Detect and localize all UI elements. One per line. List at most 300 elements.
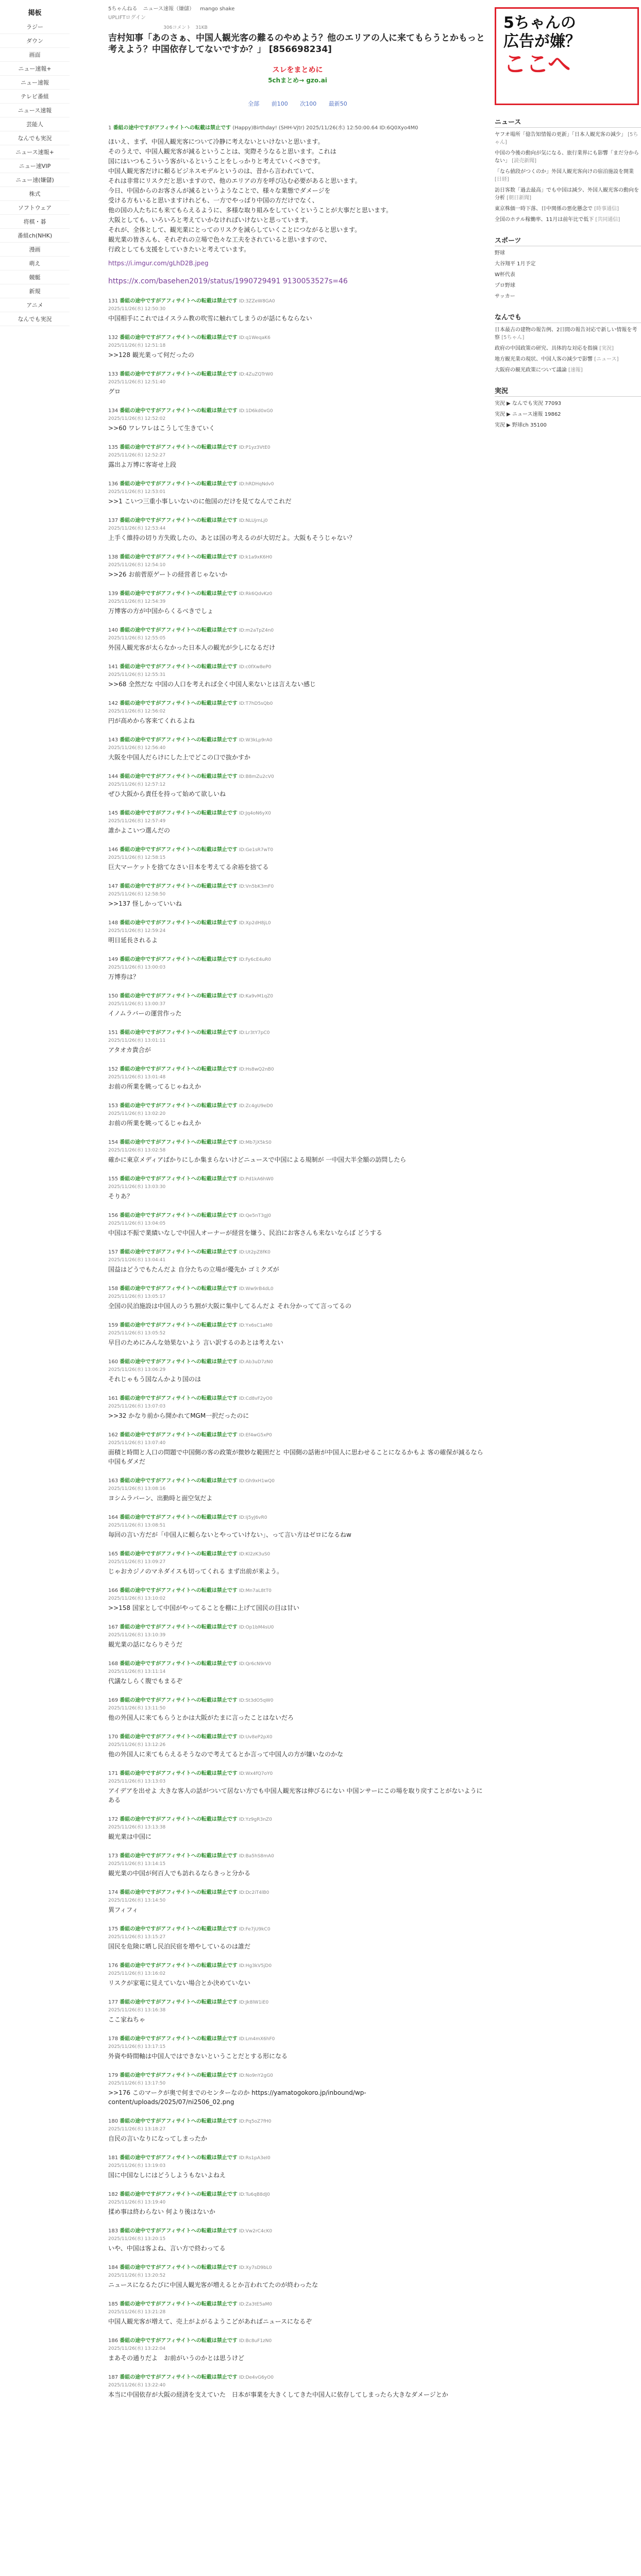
response-id[interactable]: ID:k1a9xK6H0 [239,555,273,560]
response-number[interactable]: 153 [108,1103,119,1109]
response-number[interactable]: 156 [108,1213,119,1218]
response-date: 2025/11/26(水) 12:57:12 [108,782,166,787]
post-paragraph: 他の国の人たちにも来てもらえるように、多様な取り組みをしていくということが大事だと思います。 [108,207,393,214]
response-id[interactable]: ID:W3kLp9rA0 [239,738,273,743]
response-header [108,2301,487,2308]
sidebar-item[interactable]: ニュー速(嫌儲) [0,173,70,187]
response-id[interactable]: ID:q1WeqaK6 [239,335,271,341]
response-date: 2025/11/26(水) 13:15:27 [108,1935,166,1940]
response-id[interactable]: ID:Vw2rC4cK0 [239,2229,273,2234]
section-title: スポーツ [495,235,641,246]
response-id[interactable]: ID:m2aTpZ4n0 [239,628,274,633]
response-author: 番組の途中ですがアフィサイトへの転載は禁止です [120,591,238,597]
pagination-links [108,99,487,108]
response-id[interactable]: ID:4ZuZQTrW0 [239,372,273,377]
response-id[interactable]: ID:NLUjrnLj0 [239,518,268,523]
sidebar-item[interactable]: なんでも実況 [0,312,70,326]
response-author: 番組の途中ですがアフィサイトへの転載は禁止です [120,1551,238,1557]
response-id[interactable]: ID:Ka9vM1qZ0 [239,994,273,999]
response-id[interactable]: ID:Hg3kV5jD0 [239,1963,272,1969]
response-number[interactable]: 134 [108,408,119,414]
response-id[interactable]: ID:Qe5nT3gJ0 [239,1213,271,1218]
sidebar-item[interactable]: 漫画 [0,243,70,257]
response-header [108,371,487,378]
response-id[interactable]: ID:No9nY2gG0 [239,2073,273,2078]
response-author: 番組の途中ですがアフィサイトへの転載は禁止です [120,1140,238,1145]
section-link[interactable] [495,400,641,408]
response-id[interactable]: ID:Qr6cN9rV0 [239,1662,272,1667]
response-number[interactable]: 136 [108,481,119,487]
response-header [108,1587,487,1595]
response-date: 2025/11/26(水) 12:56:40 [108,745,166,751]
response-number[interactable]: 137 [108,518,119,523]
section-link[interactable] [495,326,641,342]
ad-banner[interactable] [495,7,639,105]
response-number[interactable]: 171 [108,1771,119,1776]
response-id[interactable]: ID:Xp2dH8jL0 [239,921,271,926]
response-id[interactable]: ID:Lm4mX6hF0 [239,2037,275,2042]
response-number[interactable]: 154 [108,1140,119,1145]
response-id[interactable]: ID:Pd1kA6hW0 [239,1177,274,1182]
response-id[interactable]: ID:De4vG6yO0 [239,2375,274,2380]
response-id[interactable]: ID:Dc2iT4lB0 [239,1890,269,1895]
response-number[interactable]: 180 [108,2119,119,2124]
response-header [108,883,487,890]
response-id[interactable]: ID:Rk6QdvKz0 [239,591,273,597]
response-number[interactable]: 150 [108,993,119,999]
response-id[interactable]: ID:c0fXw8eP0 [239,665,272,670]
response-header [108,846,487,854]
response-date: 2025/11/26(水) 13:14:15 [108,1861,166,1867]
response-number[interactable]: 132 [108,335,119,341]
response-number[interactable]: 147 [108,884,119,889]
response-number[interactable]: 142 [108,701,119,706]
section-link[interactable] [495,131,641,146]
sidebar-item[interactable]: ニュー速VIP [0,159,70,173]
section-link[interactable] [495,187,641,202]
section-link-text: 訪日客数「過去最高」でも中国は減少、外国人観光客の動向を分析 [495,188,639,201]
response-date: 2025/11/26(水) 13:02:58 [108,1148,166,1153]
response-id[interactable]: ID:Ww9rB4dL0 [239,1286,274,1292]
response-header [108,2228,487,2235]
response-id[interactable]: ID:Jq4oN6yX0 [239,811,271,816]
response-id[interactable]: ID:Kl2zK3uS0 [239,1552,271,1557]
response-item [108,554,487,579]
breadcrumb-item-0[interactable]: 5ちゃんねる [108,6,138,12]
sidebar-item[interactable]: アニメ [0,298,70,312]
sidebar-item[interactable]: 将棋・碁 [0,215,70,229]
response-id[interactable]: ID:Ge1sR7wT0 [239,848,274,853]
section-link-source: [共同通信] [595,217,620,223]
response-number[interactable]: 172 [108,1817,119,1822]
response-id[interactable]: ID:Wx4fQ7oY0 [239,1771,273,1776]
response-id[interactable]: ID:Pq5oZ7fH0 [239,2119,272,2124]
response-item [108,1432,487,1466]
sidebar-heading: 掲板 [28,9,42,17]
response-header [108,920,487,927]
response-author: 番組の途中ですがアフィサイトへの転載は禁止です [120,847,238,853]
response-body: 国民を危険に晒し民泊民宿を増やしているのは誰だ [108,1943,251,1950]
response-item [108,444,487,469]
response-number[interactable]: 146 [108,847,119,853]
breadcrumb-item-2[interactable]: mango shake [200,6,235,12]
section-link[interactable] [495,271,641,279]
section-link-text: サッカー [495,294,515,299]
response-author: 番組の途中ですがアフィサイトへの転載は禁止です [120,371,238,377]
response-number[interactable]: 177 [108,1999,119,2005]
response-header [108,408,487,415]
response-date: 2025/11/26(水) 12:54:39 [108,599,166,604]
section-link-source: [5ちゃん] [501,335,525,341]
section-link[interactable] [495,216,641,224]
response-date: 2025/11/26(水) 13:22:04 [108,2346,166,2351]
response-id[interactable]: ID:Za3tE5aM0 [239,2302,272,2307]
post-image-link[interactable]: https://i.imgur.com/gLhD2B.jpeg [108,260,209,267]
response-author: 番組の途中ですがアフィサイトへの転載は禁止です [120,2265,238,2270]
response-id[interactable]: ID:Fe7jU9kC0 [239,1927,271,1932]
response-id[interactable]: ID:Op1bM4sU0 [239,1625,274,1630]
page-link-prev[interactable]: 前100 [271,100,288,107]
summary-banner[interactable] [236,64,360,95]
response-id[interactable]: ID:Yz9gR3nZ0 [239,1817,272,1822]
response-number[interactable]: 178 [108,2036,119,2042]
response-body: 観光業の話にならりそうだ [108,1641,183,1648]
page-link-next[interactable]: 次100 [300,100,317,107]
response-id[interactable]: ID:Ef4wG5xP0 [239,1433,272,1438]
response-number[interactable]: 152 [108,1066,119,1072]
response-header [108,1066,487,1073]
response-author: 番組の途中ですがアフィサイトへの転載は禁止です [120,1103,238,1109]
response-number[interactable]: 183 [108,2228,119,2234]
sidebar-item[interactable]: ニュー速報 [0,76,70,90]
post-paragraph: 行政としても支援をしていきたいと考えています。 [108,246,250,253]
section-link[interactable] [495,411,641,418]
response-id[interactable]: ID:Ba5hS8mA0 [239,1854,274,1859]
sidebar-item[interactable]: ラジー [0,20,70,34]
response-number[interactable]: 165 [108,1551,119,1557]
response-id[interactable]: ID:Xy7sD9bL0 [239,2265,272,2270]
section-link[interactable] [495,355,641,363]
response-number[interactable]: 167 [108,1624,119,1630]
response-number[interactable]: 141 [108,664,119,670]
response-number[interactable]: 140 [108,628,119,633]
response-body: グロ [108,388,121,395]
response-number[interactable]: 185 [108,2301,119,2307]
response-author: 番組の途中ですがアフィサイトへの転載は禁止です [120,993,238,999]
sidebar-item[interactable]: なんでも実況 [0,131,70,145]
response-date: 2025/11/26(水) 13:03:30 [108,1184,166,1190]
response-number[interactable]: 184 [108,2265,119,2270]
response-header [108,810,487,817]
response-author: 番組の途中ですがアフィサイトへの転載は禁止です [120,1249,238,1255]
response-header [108,1514,487,1521]
response-item [108,1962,487,1988]
breadcrumb-item-1[interactable]: ニュース速報（嫌儲） [143,6,195,12]
section-link-text: 「なら値段がつくのか」外国人観光客向けの宿泊施設を開業 [495,169,634,175]
response-body: イノムラバーの運営作った [108,1010,182,1017]
section-link-source: [日経] [495,177,509,182]
response-date: 2025/11/26(水) 13:19:03 [108,2163,166,2168]
response-item [108,298,487,323]
section-link[interactable] [495,421,641,429]
response-number[interactable]: 186 [108,2338,119,2344]
response-id[interactable]: ID:T7hD5sQb0 [239,701,273,706]
response-item [108,481,487,506]
response-item [108,773,487,799]
response-id[interactable]: ID:Hs8wQ2nB0 [239,1067,274,1072]
response-body: >>128 観光業って何だったの [108,351,194,359]
response-author: 番組の途中ですがアフィサイトへの転載は禁止です [120,335,238,341]
section-link[interactable] [495,205,641,213]
response-date: 2025/11/26(水) 13:10:39 [108,1633,166,1638]
sidebar-item[interactable]: 新規 [0,284,70,298]
response-number[interactable]: 145 [108,810,119,816]
section-link-source: [時事通信] [594,206,619,212]
section-link[interactable] [495,345,641,352]
page-link-all[interactable]: 全部 [248,100,260,107]
response-number[interactable]: 187 [108,2375,119,2380]
response-author: 番組の途中ですがアフィサイトへの転載は禁止です [120,1396,238,1401]
response-author: 番組の途中ですがアフィサイトへの転載は禁止です [120,774,238,779]
response-item [108,1066,487,1091]
response-number[interactable]: 155 [108,1176,119,1182]
response-body: >>60 ワレワレはこうして生きていく [108,425,215,432]
response-id[interactable]: ID:Uv8eP2pX0 [239,1735,273,1740]
response-number[interactable]: 168 [108,1661,119,1667]
response-id[interactable]: ID:Jk8lW1iE0 [239,2000,269,2005]
post-source-link[interactable]: https://x.com/basehen2019/status/1990729491 9130053527s=46 [108,277,348,285]
response-id[interactable]: ID:Yx6sC1aM0 [239,1323,273,1328]
response-header [108,1285,487,1293]
response-date: 2025/11/26(水) 12:56:02 [108,709,166,714]
response-id[interactable]: ID:Rs1pA3eI0 [239,2156,271,2161]
response-author: 番組の途中ですがアフィサイトへの転載は禁止です [120,1030,238,1036]
response-item [108,993,487,1018]
sidebar-item[interactable]: 番組ch(NHK) [0,229,70,243]
response-number[interactable]: 170 [108,1734,119,1740]
sidebar-item[interactable]: テレビ番組 [0,90,70,104]
response-number[interactable]: 131 [108,298,119,304]
response-id[interactable]: ID:Bc8uF1zN0 [239,2338,272,2344]
response-number[interactable]: 138 [108,554,119,560]
response-header [108,1889,487,1896]
response-id[interactable]: ID:Ij5yJ6vR0 [239,1515,267,1520]
response-body: 国に中国なしにはどうしようもないよねえ [108,2172,226,2179]
response-number[interactable]: 174 [108,1890,119,1895]
response-header [108,1103,487,1110]
response-id[interactable]: ID:Mn7aL8tT0 [239,1588,272,1594]
response-body: >>176 このマークが奥で何までのセンターなのか https://yamatogokoro.jp/inbound/wp-content/uploads/2025/07/ni2506_02.png [108,2089,366,2106]
response-date: 2025/11/26(水) 13:00:37 [108,1002,166,1007]
response-number[interactable]: 139 [108,591,119,597]
response-number[interactable]: 151 [108,1030,119,1036]
response-body: 誰かよこいつ選んだの [108,827,171,834]
section-link[interactable] [495,293,641,300]
response-body: じゃおカジノのマネダイスも切ってくれる まず出前が来よう。 [108,1568,283,1575]
response-header [108,1395,487,1402]
response-author: 番組の途中ですがアフィサイトへの転載は禁止です [120,1588,238,1594]
response-number[interactable]: 176 [108,1963,119,1969]
response-number[interactable]: 148 [108,920,119,926]
response-number[interactable]: 179 [108,2073,119,2078]
response-number[interactable]: 162 [108,1432,119,1438]
response-header [108,2155,487,2162]
section-link[interactable] [495,168,641,183]
sidebar-item[interactable]: 萌え [0,257,70,270]
section-link[interactable] [495,149,641,165]
sidebar-item[interactable]: ニュー速報+ [0,62,70,76]
response-number[interactable]: 159 [108,1323,119,1328]
sidebar-item[interactable]: 芸能人 [0,117,70,131]
response-date: 2025/11/26(水) 13:12:26 [108,1742,166,1748]
section-link[interactable] [495,366,641,374]
response-date: 2025/11/26(水) 13:04:05 [108,1221,166,1226]
response-body: 全国の民泊施設は中国人のうち割が大阪に集中してるんだよ それ分かってて言ってるの [108,1302,351,1310]
response-date: 2025/11/26(水) 13:05:17 [108,1294,166,1299]
sidebar-item[interactable]: 株式 [0,187,70,201]
response-body: 大阪を中国人だらけにした上でどこの口で抜かすか [108,754,251,761]
sidebar-item[interactable]: ニュース速報 [0,104,70,117]
response-body: 他の外国人に来てもらうとかは大阪がたまに言ったことはないだろ [108,1714,294,1721]
response-id[interactable]: ID:3ZZeW8GA0 [239,299,275,304]
response-item [108,1816,487,1841]
response-number[interactable]: 163 [108,1478,119,1484]
response-id[interactable]: ID:Fy6cE4uR0 [239,957,272,962]
response-number[interactable]: 181 [108,2155,119,2161]
section-link-text: 実況 ▶ ニュース速報 19862 [495,412,561,417]
section-link[interactable] [495,249,641,257]
response-id[interactable]: ID:hRDHqNdv0 [239,482,274,487]
response-date: 2025/11/26(水) 13:10:02 [108,1596,166,1601]
response-date: 2025/11/26(水) 13:20:52 [108,2273,166,2278]
response-number[interactable]: 166 [108,1588,119,1594]
response-number[interactable]: 158 [108,1286,119,1292]
sidebar-item[interactable]: ダウン [0,34,70,48]
response-item [108,1249,487,1274]
response-author: 番組の途中ですがアフィサイトへの転載は禁止です [120,1176,238,1182]
response-number[interactable]: 169 [108,1698,119,1703]
section-link-text: プロ野球 [495,283,515,289]
response-body: 異フィフィ [108,1906,139,1913]
response-date: 2025/11/26(水) 13:05:52 [108,1331,166,1336]
response-id[interactable]: ID:Ab3uD7zN0 [239,1360,273,1365]
response-number[interactable]: 143 [108,737,119,743]
response-id[interactable]: ID:Cd8vF2yO0 [239,1396,273,1401]
response-id[interactable]: ID:Vn5bK3mF0 [239,884,274,889]
response-date: 2025/11/26(水) 13:08:16 [108,1486,166,1492]
response-number[interactable]: 133 [108,371,119,377]
section-title: 実況 [495,385,641,397]
response-body: 万博券は？ [108,973,140,980]
response-number[interactable]: 157 [108,1249,119,1255]
response-header [108,1029,487,1037]
section-link-source: [実況] [599,346,614,351]
response-author: 番組の途中ですがアフィサイトへの転載は禁止です [120,1515,238,1520]
right-section [495,235,641,300]
response-author: 番組の途中ですがアフィサイトへの転載は禁止です [120,2301,238,2307]
page-link-latest[interactable]: 最新50 [328,100,347,107]
section-link[interactable] [495,260,641,268]
response-date: 2025/11/26(水) 12:55:05 [108,636,166,641]
response-header [108,1770,487,1777]
response-body: >>137 怪しかっていいね [108,900,182,907]
response-author: 番組の途中ですがアフィサイトへの転載は禁止です [120,2119,238,2124]
response-item [108,700,487,725]
response-item [108,1999,487,2024]
post-number[interactable]: 1 [108,125,112,131]
response-id[interactable]: ID:Gh9xH1wQ0 [239,1479,275,1484]
sidebar-item[interactable]: ニュース速報+ [0,145,70,159]
response-id[interactable]: ID:Tu6qB8dJ0 [239,2192,270,2197]
response-date: 2025/11/26(水) 12:52:02 [108,416,166,421]
response-number[interactable]: 161 [108,1396,119,1401]
response-item [108,2337,487,2363]
response-item [108,1212,487,1238]
response-body: お前の所業を眺ってるじゃねえか [108,1083,201,1090]
right-section [495,312,641,374]
response-item [108,517,487,543]
post-paragraph: それが、全体として、観光業にとってのリスクを減らしていくことにつながると思います。 [108,226,361,233]
response-id[interactable]: ID:1D6kd0xG0 [239,409,273,414]
response-id[interactable]: ID:Mb7jX5kS0 [239,1140,272,1145]
response-date: 2025/11/26(水) 13:13:38 [108,1825,166,1830]
sidebar-item[interactable]: ソフトウェア [0,201,70,215]
response-body: 代議なしらく腹でもまるぞ [108,1677,183,1685]
response-number[interactable]: 160 [108,1359,119,1365]
response-date: 2025/11/26(水) 13:21:28 [108,2310,166,2315]
response-body: 他の外国人に来てもらえるそうなので考えてるとか言って中国人の方が嫌いなのかな [108,1751,344,1758]
sidebar-item[interactable]: 画面 [0,48,70,62]
response-id[interactable]: ID:Zc4gU9eD0 [239,1104,273,1109]
post-header [108,123,487,133]
post-paragraph: 国にはいつもこういう客がいるということをしっかりと考えていくべきです。 [108,158,325,165]
section-link[interactable] [495,282,641,290]
response-header [108,737,487,744]
response-number[interactable]: 164 [108,1515,119,1520]
response-author: 番組の途中ですがアフィサイトへの転載は禁止です [120,1323,238,1328]
response-number[interactable]: 182 [108,2192,119,2197]
response-number[interactable]: 149 [108,957,119,962]
response-header [108,2036,487,2043]
response-number[interactable]: 175 [108,1926,119,1932]
response-item [108,956,487,981]
response-header [108,1359,487,1366]
post-paragraph: 観光業の皆さんも、それぞれの立場で色々な工夫をされていると思いますので、 [108,236,331,243]
login-link[interactable]: UPLIFTログイン [108,15,146,21]
response-number[interactable]: 144 [108,774,119,779]
response-id[interactable]: ID:P1yz3VtE0 [239,445,271,450]
response-id[interactable]: ID:Ut2pZ8fK0 [239,1250,271,1255]
response-header [108,1249,487,1256]
section-link-source: [5ちゃん] [495,132,638,145]
response-id[interactable]: ID:St3dO5qW0 [239,1698,274,1703]
section-link-source: [読売新聞] [512,158,536,164]
response-header [108,1478,487,1485]
response-id[interactable]: ID:B8mZu2cV0 [239,774,274,779]
response-header [108,1139,487,1146]
response-number[interactable]: 135 [108,445,119,450]
response-date: 2025/11/26(水) 13:01:48 [108,1075,166,1080]
original-post [108,123,487,286]
response-body: リスクが家電に見えていない場合とか決めていない [108,1979,250,1987]
post-id[interactable]: ID:6Q0Xyo4M0 [379,125,418,131]
response-number[interactable]: 173 [108,1853,119,1859]
response-header [108,2264,487,2272]
sidebar-item[interactable]: 競艇 [0,270,70,284]
response-author: 番組の途中ですがアフィサイトへの転載は禁止です [120,1890,238,1895]
response-date: 2025/11/26(水) 13:13:03 [108,1779,166,1784]
response-id[interactable]: ID:Lr3tY7pC0 [239,1030,270,1036]
